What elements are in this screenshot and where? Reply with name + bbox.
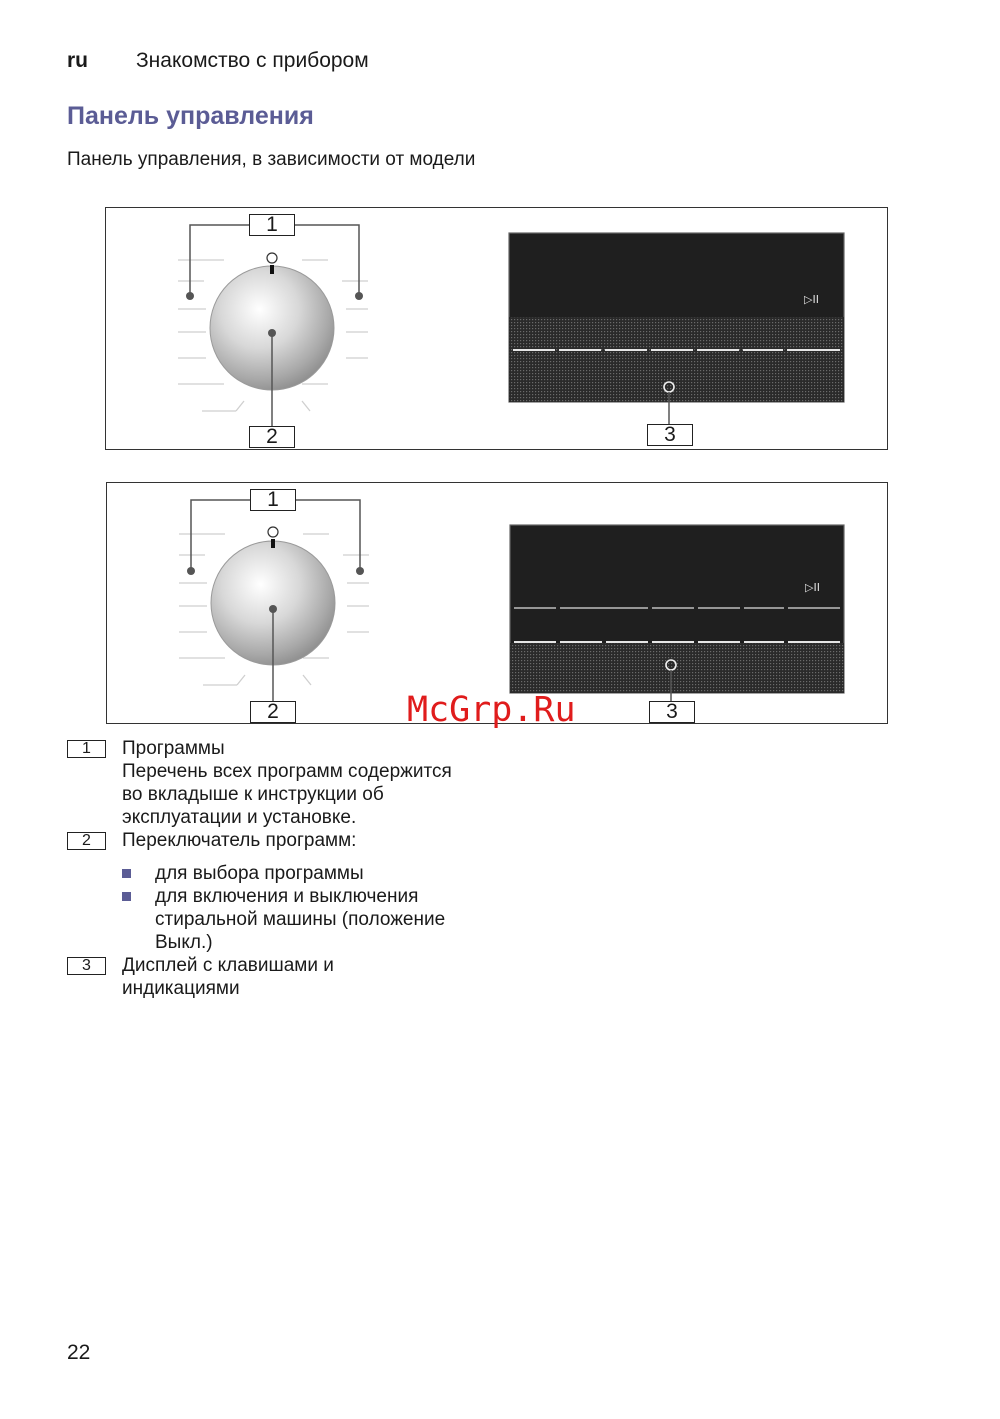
- section-title: Панель управления: [67, 102, 314, 130]
- legend-text: Перечень всех программ содержится во вкладыше к инструкции об эксплуатации и установке.: [122, 761, 452, 828]
- callout-3: 3: [647, 424, 693, 446]
- legend-title: Дисплей с клавишами и индикациями: [122, 955, 334, 999]
- intro-text: Панель управления, в зависимости от модели: [67, 149, 476, 170]
- legend-title: Переключатель программ:: [122, 830, 357, 851]
- legend-number-box: 2: [67, 832, 106, 850]
- control-panel-drawing-2: [107, 483, 887, 723]
- language-code: ru: [67, 49, 88, 72]
- play-pause-icon: ▷II: [804, 293, 819, 306]
- watermark: McGrp.Ru: [407, 690, 576, 730]
- callout-2: 2: [249, 426, 295, 448]
- play-pause-icon: ▷II: [805, 581, 820, 594]
- control-panel-figure-2: [106, 482, 888, 724]
- legend-number-box: 1: [67, 740, 106, 758]
- legend-title: Программы: [122, 738, 225, 759]
- legend-item-1: [67, 737, 527, 829]
- callout-3: 3: [649, 701, 695, 723]
- legend: [67, 737, 527, 1000]
- callout-1: 1: [249, 214, 295, 236]
- control-panel-figure-1: [105, 207, 888, 450]
- chapter-title: Знакомство с прибором: [136, 49, 369, 72]
- legend-item-3: [67, 954, 527, 1000]
- legend-number-box: 3: [67, 957, 106, 975]
- callout-1: 1: [250, 489, 296, 511]
- bullet-list: [122, 862, 527, 954]
- legend-item-2: [67, 829, 527, 954]
- bullet-item: для включения и выключения стиральной машины (положение Выкл.): [122, 885, 465, 954]
- page-number: 22: [67, 1341, 91, 1364]
- control-panel-drawing-1: [106, 208, 887, 449]
- bullet-square-icon: [122, 892, 131, 901]
- callout-2: 2: [250, 701, 296, 723]
- bullet-item: для выбора программы: [122, 862, 527, 885]
- bullet-square-icon: [122, 869, 131, 878]
